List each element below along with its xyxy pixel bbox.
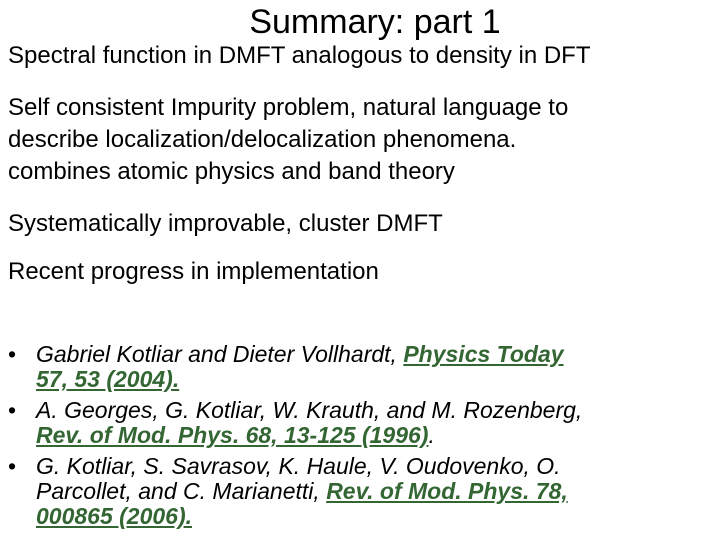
reference-line xyxy=(36,504,720,529)
bullet-icon: • xyxy=(8,341,17,367)
summary-point-spectral-function: Spectral function in DMFT analogous to density in DFT xyxy=(8,42,591,69)
text-line: combines atomic physics and band theory xyxy=(8,158,455,185)
reference-link-rmp-2006-citation[interactable]: 000865 (2006). xyxy=(36,503,193,529)
bullet-icon: • xyxy=(8,397,17,423)
reference-item xyxy=(8,454,720,529)
reference-line xyxy=(36,367,720,392)
reference-authors: G. Kotliar, S. Savrasov, K. Haule, V. Oudovenko, O. xyxy=(36,453,561,479)
summary-point-impurity-problem xyxy=(8,92,713,188)
summary-point-recent-progress: Recent progress in implementation xyxy=(8,258,379,285)
reference-item xyxy=(8,342,720,392)
reference-authors: Gabriel Kotliar and Dieter Vollhardt, xyxy=(36,341,404,367)
reference-link-physics-today[interactable]: Physics Today xyxy=(403,341,564,367)
slide-title: Summary: part 1 xyxy=(249,3,501,41)
reference-line xyxy=(36,342,720,367)
reference-link-physics-today-citation[interactable]: 57, 53 (2004). xyxy=(36,366,180,392)
reference-authors-cont: Parcollet, and C. Marianetti, xyxy=(36,478,327,504)
bullet-icon: • xyxy=(8,453,17,479)
reference-line xyxy=(36,423,720,448)
text-line: Self consistent Impurity problem, natural language to xyxy=(8,94,569,121)
reference-line xyxy=(36,479,720,504)
reference-authors: A. Georges, G. Kotliar, W. Krauth, and M. Rozenberg, xyxy=(36,397,583,423)
reference-link-rmp-1996[interactable]: Rev. of Mod. Phys. 68, 13-125 (1996) xyxy=(36,422,429,448)
reference-link-rmp-2006[interactable]: Rev. of Mod. Phys. 78, xyxy=(326,478,568,504)
text-line: describe localization/delocalization phenomena. xyxy=(8,126,517,153)
reference-list xyxy=(8,342,720,535)
summary-point-cluster-dmft: Systematically improvable, cluster DMFT xyxy=(8,210,443,237)
reference-item xyxy=(8,398,720,448)
reference-period: . xyxy=(428,422,435,448)
